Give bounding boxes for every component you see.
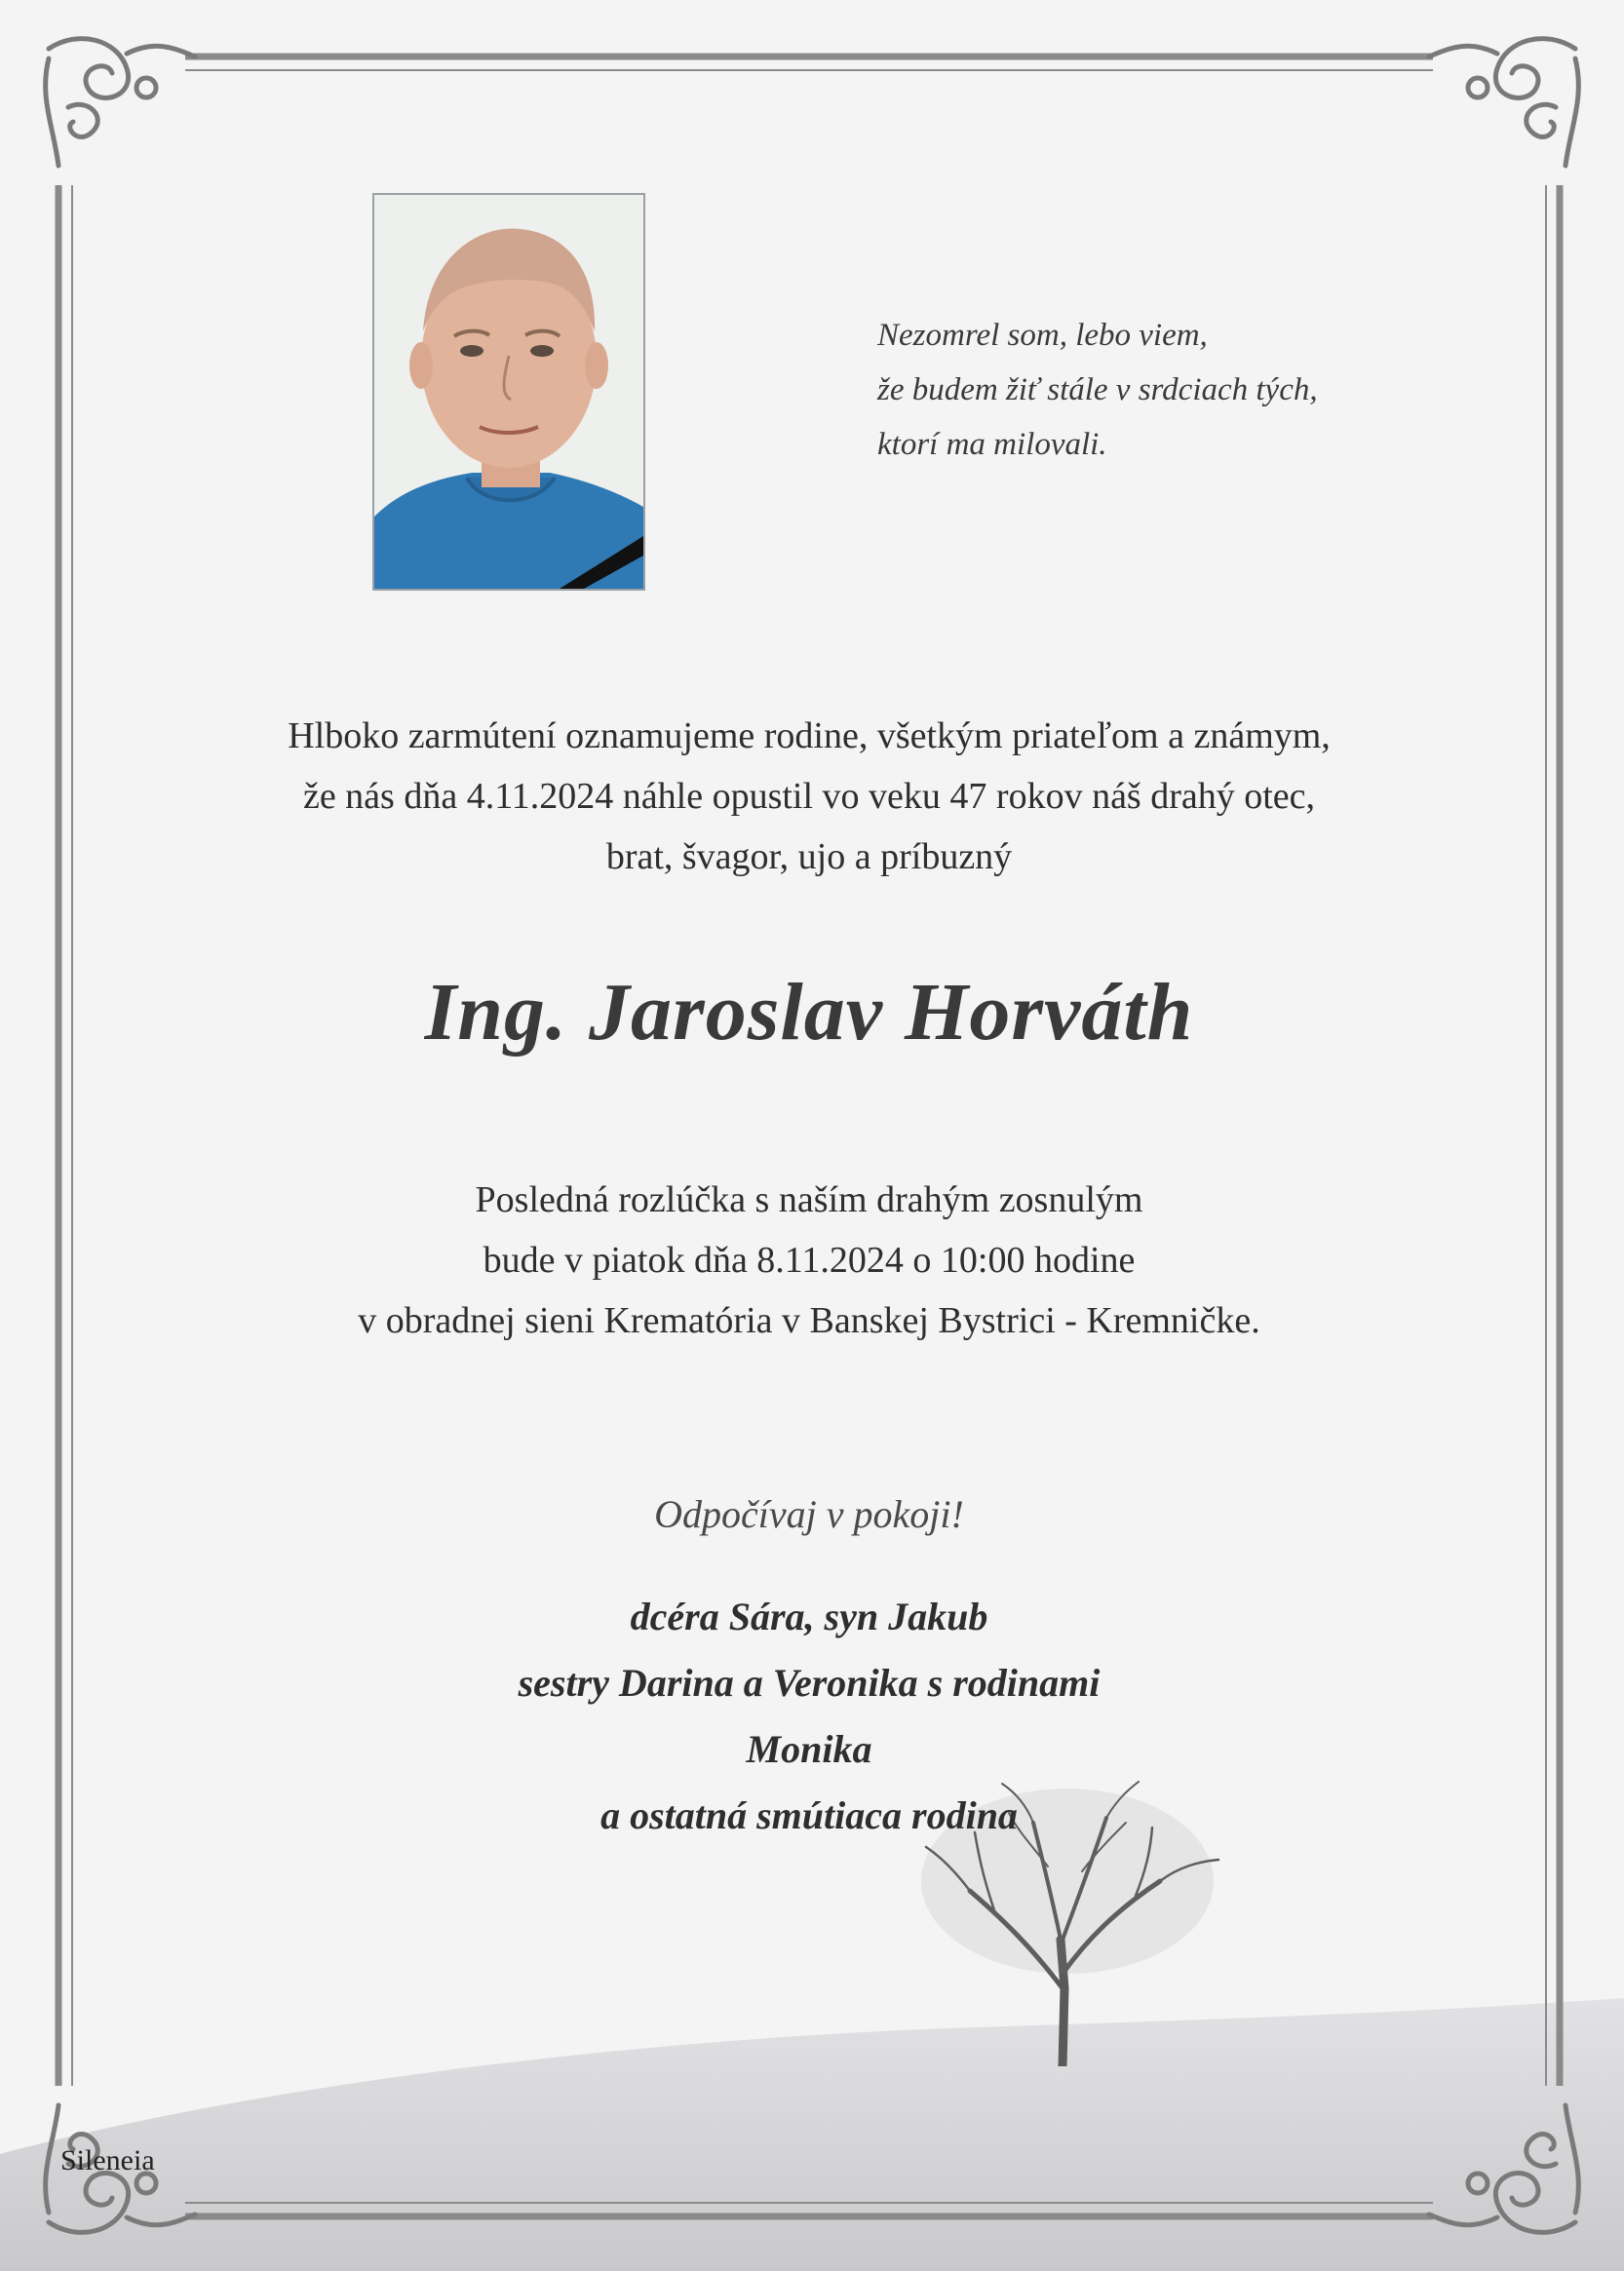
mourner-line: a ostatná smútiaca rodina — [600, 1793, 1018, 1837]
memorial-quote — [877, 308, 1423, 472]
mourner-line: dcéra Sára, syn Jakub — [630, 1595, 988, 1638]
mourners-list — [127, 1584, 1491, 1849]
brand-mark: Sileneia — [60, 2144, 155, 2176]
flourish-ornament-icon — [46, 39, 195, 166]
mourner-line: sestry Darina a Veronika s rodinami — [518, 1661, 1101, 1705]
announcement-line: Hlboko zarmútení oznamujeme rodine, všetkým priateľom a známym, — [288, 715, 1331, 756]
deceased-name: Ing. Jaroslav Horváth — [424, 967, 1194, 1058]
quote-line: ktorí ma milovali. — [877, 427, 1107, 462]
funeral-line: v obradnej sieni Krematória v Banskej Bystrici - Kremničke. — [358, 1300, 1260, 1341]
funeral-details — [127, 1170, 1491, 1351]
mourner-line: Monika — [746, 1727, 872, 1771]
farewell-text: Odpočívaj v pokoji! — [654, 1492, 964, 1536]
quote-line: Nezomrel som, lebo viem, — [877, 318, 1208, 353]
death-announcement — [127, 706, 1491, 887]
portrait-photo — [372, 193, 645, 591]
announcement-line: že nás dňa 4.11.2024 náhle opustil vo veku 47 rokov náš drahý otec, — [302, 776, 1316, 817]
funeral-line: bude v piatok dňa 8.11.2024 o 10:00 hodine — [483, 1240, 1136, 1281]
portrait-illustration — [374, 195, 643, 589]
funeral-line: Posledná rozlúčka s naším drahým zosnulým — [475, 1179, 1143, 1220]
announcement-line: brat, švagor, ujo a príbuzný — [605, 836, 1013, 877]
quote-line: že budem žiť stále v srdciach tých, — [877, 372, 1318, 407]
